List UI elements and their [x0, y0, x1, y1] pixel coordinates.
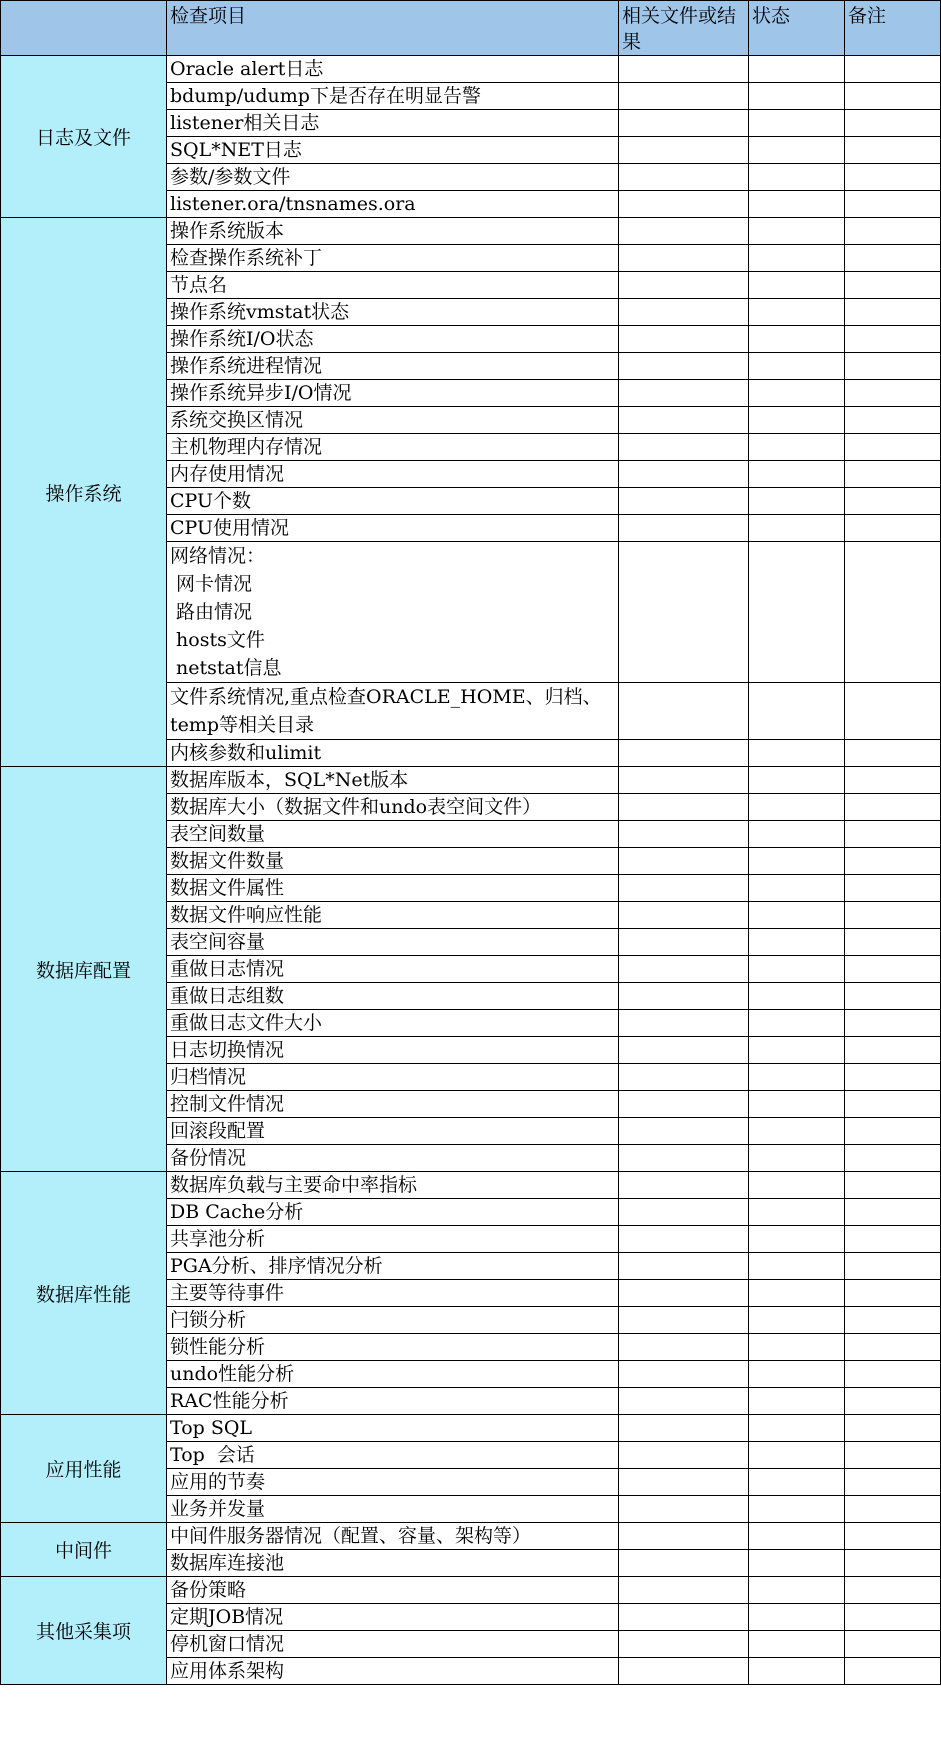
check-item-cell: 系统交换区情况	[167, 407, 619, 434]
category-cell: 操作系统	[1, 218, 167, 767]
state-cell[interactable]	[749, 1388, 845, 1415]
note-cell[interactable]	[845, 1253, 941, 1280]
file-result-cell[interactable]	[619, 56, 749, 83]
file-result-cell[interactable]	[619, 1658, 749, 1685]
note-cell[interactable]	[845, 434, 941, 461]
file-result-cell[interactable]	[619, 1253, 749, 1280]
note-cell[interactable]	[845, 1442, 941, 1469]
state-cell[interactable]	[749, 983, 845, 1010]
file-result-cell[interactable]	[619, 1091, 749, 1118]
file-result-cell[interactable]	[619, 1280, 749, 1307]
file-result-cell[interactable]	[619, 434, 749, 461]
file-result-cell[interactable]	[619, 1523, 749, 1550]
state-cell[interactable]	[749, 1037, 845, 1064]
note-cell[interactable]	[845, 245, 941, 272]
check-item-cell: 操作系统异步I/O情况	[167, 380, 619, 407]
state-cell[interactable]	[749, 1307, 845, 1334]
note-cell[interactable]	[845, 1280, 941, 1307]
state-cell[interactable]	[749, 1064, 845, 1091]
check-item-cell: listener相关日志	[167, 110, 619, 137]
check-item-cell: 数据库版本，SQL*Net版本	[167, 767, 619, 794]
check-item-cell: Top 会话	[167, 1442, 619, 1469]
note-cell[interactable]	[845, 1361, 941, 1388]
state-cell[interactable]	[749, 83, 845, 110]
check-item-cell: 共享池分析	[167, 1226, 619, 1253]
check-item-cell: 内核参数和ulimit	[167, 740, 619, 767]
state-cell[interactable]	[749, 929, 845, 956]
note-cell[interactable]	[845, 272, 941, 299]
note-cell[interactable]	[845, 380, 941, 407]
state-cell[interactable]	[749, 1280, 845, 1307]
file-result-cell[interactable]	[619, 515, 749, 542]
state-cell[interactable]	[749, 875, 845, 902]
file-result-cell[interactable]	[619, 1631, 749, 1658]
header-file: 相关文件或结果	[619, 1, 749, 56]
state-cell[interactable]	[749, 1253, 845, 1280]
file-result-cell[interactable]	[619, 683, 749, 740]
check-item-cell: 数据库大小（数据文件和undo表空间文件）	[167, 794, 619, 821]
table-body	[1, 56, 941, 1685]
check-item-cell: PGA分析、排序情况分析	[167, 1253, 619, 1280]
table-row	[1, 1523, 941, 1550]
state-cell[interactable]	[749, 1442, 845, 1469]
file-result-cell[interactable]	[619, 1172, 749, 1199]
check-item-cell: 操作系统版本	[167, 218, 619, 245]
check-item-cell: 重做日志文件大小	[167, 1010, 619, 1037]
file-result-cell[interactable]	[619, 1496, 749, 1523]
table-row	[1, 56, 941, 83]
check-item-cell: listener.ora/tnsnames.ora	[167, 191, 619, 218]
state-cell[interactable]	[749, 245, 845, 272]
check-item-cell: 操作系统进程情况	[167, 353, 619, 380]
state-cell[interactable]	[749, 1604, 845, 1631]
check-item-cell: 数据文件响应性能	[167, 902, 619, 929]
state-cell[interactable]	[749, 1361, 845, 1388]
check-item-cell: 重做日志组数	[167, 983, 619, 1010]
file-result-cell[interactable]	[619, 461, 749, 488]
file-result-cell[interactable]	[619, 1307, 749, 1334]
note-cell[interactable]	[845, 740, 941, 767]
note-cell[interactable]	[845, 1415, 941, 1442]
file-result-cell[interactable]	[619, 956, 749, 983]
state-cell[interactable]	[749, 542, 845, 683]
file-result-cell[interactable]	[619, 1388, 749, 1415]
file-result-cell[interactable]	[619, 1415, 749, 1442]
note-cell[interactable]	[845, 1496, 941, 1523]
header-row	[1, 1, 941, 56]
file-result-cell[interactable]	[619, 848, 749, 875]
state-cell[interactable]	[749, 767, 845, 794]
state-cell[interactable]	[749, 407, 845, 434]
check-item-cell: 数据文件属性	[167, 875, 619, 902]
file-result-cell[interactable]	[619, 929, 749, 956]
check-item-cell: 停机窗口情况	[167, 1631, 619, 1658]
table-row	[1, 1415, 941, 1442]
check-item-cell: DB Cache分析	[167, 1199, 619, 1226]
state-cell[interactable]	[749, 1577, 845, 1604]
check-item-cell: Top SQL	[167, 1415, 619, 1442]
note-cell[interactable]	[845, 929, 941, 956]
check-item-cell: 锁性能分析	[167, 1334, 619, 1361]
note-cell[interactable]	[845, 218, 941, 245]
note-cell[interactable]	[845, 1307, 941, 1334]
file-result-cell[interactable]	[619, 272, 749, 299]
state-cell[interactable]	[749, 821, 845, 848]
file-result-cell[interactable]	[619, 191, 749, 218]
note-cell[interactable]	[845, 353, 941, 380]
file-result-cell[interactable]	[619, 1226, 749, 1253]
check-item-cell: 备份策略	[167, 1577, 619, 1604]
check-item-cell: 重做日志情况	[167, 956, 619, 983]
file-result-cell[interactable]	[619, 821, 749, 848]
note-cell[interactable]	[845, 794, 941, 821]
check-item-cell: 数据库连接池	[167, 1550, 619, 1577]
file-result-cell[interactable]	[619, 353, 749, 380]
note-cell[interactable]	[845, 902, 941, 929]
file-result-cell[interactable]	[619, 137, 749, 164]
state-cell[interactable]	[749, 683, 845, 740]
file-result-cell[interactable]	[619, 299, 749, 326]
category-cell: 日志及文件	[1, 56, 167, 218]
state-cell[interactable]	[749, 902, 845, 929]
file-result-cell[interactable]	[619, 875, 749, 902]
file-result-cell[interactable]	[619, 110, 749, 137]
state-cell[interactable]	[749, 110, 845, 137]
note-cell[interactable]	[845, 1523, 941, 1550]
note-cell[interactable]	[845, 326, 941, 353]
state-cell[interactable]	[749, 272, 845, 299]
category-cell: 应用性能	[1, 1415, 167, 1523]
note-cell[interactable]	[845, 1010, 941, 1037]
check-item-cell: 数据库负载与主要命中率指标	[167, 1172, 619, 1199]
note-cell[interactable]	[845, 767, 941, 794]
file-result-cell[interactable]	[619, 767, 749, 794]
check-item-cell: 文件系统情况,重点检查ORACLE_HOME、归档、 temp等相关目录	[167, 683, 619, 740]
category-cell: 数据库配置	[1, 767, 167, 1172]
note-cell[interactable]	[845, 1118, 941, 1145]
file-result-cell[interactable]	[619, 407, 749, 434]
header-state: 状态	[749, 1, 845, 56]
note-cell[interactable]	[845, 515, 941, 542]
note-cell[interactable]	[845, 1145, 941, 1172]
state-cell[interactable]	[749, 956, 845, 983]
note-cell[interactable]	[845, 191, 941, 218]
file-result-cell[interactable]	[619, 1145, 749, 1172]
state-cell[interactable]	[749, 1010, 845, 1037]
check-item-cell: 归档情况	[167, 1064, 619, 1091]
state-cell[interactable]	[749, 515, 845, 542]
state-cell[interactable]	[749, 1334, 845, 1361]
note-cell[interactable]	[845, 1172, 941, 1199]
note-cell[interactable]	[845, 1658, 941, 1685]
check-item-cell: 操作系统vmstat状态	[167, 299, 619, 326]
file-result-cell[interactable]	[619, 1199, 749, 1226]
state-cell[interactable]	[749, 740, 845, 767]
state-cell[interactable]	[749, 1226, 845, 1253]
note-cell[interactable]	[845, 1550, 941, 1577]
note-cell[interactable]	[845, 164, 941, 191]
state-cell[interactable]	[749, 488, 845, 515]
note-cell[interactable]	[845, 461, 941, 488]
check-item-cell: 控制文件情况	[167, 1091, 619, 1118]
file-result-cell[interactable]	[619, 1442, 749, 1469]
note-cell[interactable]	[845, 83, 941, 110]
check-item-cell: SQL*NET日志	[167, 137, 619, 164]
file-result-cell[interactable]	[619, 1064, 749, 1091]
file-result-cell[interactable]	[619, 245, 749, 272]
check-item-cell: 表空间数量	[167, 821, 619, 848]
file-result-cell[interactable]	[619, 1010, 749, 1037]
check-item-cell: 中间件服务器情况（配置、容量、架构等）	[167, 1523, 619, 1550]
file-result-cell[interactable]	[619, 542, 749, 683]
note-cell[interactable]	[845, 821, 941, 848]
note-cell[interactable]	[845, 1388, 941, 1415]
check-item-cell: 检查操作系统补丁	[167, 245, 619, 272]
check-item-cell: 操作系统I/O状态	[167, 326, 619, 353]
table-row	[1, 1577, 941, 1604]
state-cell[interactable]	[749, 1172, 845, 1199]
note-cell[interactable]	[845, 56, 941, 83]
note-cell[interactable]	[845, 1091, 941, 1118]
file-result-cell[interactable]	[619, 1361, 749, 1388]
state-cell[interactable]	[749, 1199, 845, 1226]
state-cell[interactable]	[749, 380, 845, 407]
state-cell[interactable]	[749, 1658, 845, 1685]
check-item-cell: 应用体系架构	[167, 1658, 619, 1685]
file-result-cell[interactable]	[619, 1334, 749, 1361]
check-item-cell: 定期JOB情况	[167, 1604, 619, 1631]
state-cell[interactable]	[749, 137, 845, 164]
file-result-cell[interactable]	[619, 740, 749, 767]
check-item-cell: 业务并发量	[167, 1496, 619, 1523]
note-cell[interactable]	[845, 110, 941, 137]
state-cell[interactable]	[749, 1469, 845, 1496]
file-result-cell[interactable]	[619, 1118, 749, 1145]
state-cell[interactable]	[749, 1550, 845, 1577]
file-result-cell[interactable]	[619, 380, 749, 407]
check-item-cell: CPU个数	[167, 488, 619, 515]
note-cell[interactable]	[845, 1037, 941, 1064]
check-item-cell: 数据文件数量	[167, 848, 619, 875]
state-cell[interactable]	[749, 56, 845, 83]
table-row	[1, 218, 941, 245]
state-cell[interactable]	[749, 164, 845, 191]
state-cell[interactable]	[749, 1523, 845, 1550]
check-item-cell: 主要等待事件	[167, 1280, 619, 1307]
note-cell[interactable]	[845, 407, 941, 434]
check-item-cell: RAC性能分析	[167, 1388, 619, 1415]
category-cell: 中间件	[1, 1523, 167, 1577]
note-cell[interactable]	[845, 137, 941, 164]
check-item-cell: 内存使用情况	[167, 461, 619, 488]
check-item-cell: 闩锁分析	[167, 1307, 619, 1334]
table-row	[1, 767, 941, 794]
file-result-cell[interactable]	[619, 902, 749, 929]
state-cell[interactable]	[749, 326, 845, 353]
note-cell[interactable]	[845, 299, 941, 326]
note-cell[interactable]	[845, 956, 941, 983]
file-result-cell[interactable]	[619, 1604, 749, 1631]
check-item-cell: Oracle alert日志	[167, 56, 619, 83]
check-item-cell: 备份情况	[167, 1145, 619, 1172]
state-cell[interactable]	[749, 1118, 845, 1145]
state-cell[interactable]	[749, 299, 845, 326]
file-result-cell[interactable]	[619, 218, 749, 245]
note-cell[interactable]	[845, 1631, 941, 1658]
note-cell[interactable]	[845, 848, 941, 875]
note-cell[interactable]	[845, 1604, 941, 1631]
header-category	[1, 1, 167, 56]
state-cell[interactable]	[749, 191, 845, 218]
header-item: 检查项目	[167, 1, 619, 56]
note-cell[interactable]	[845, 983, 941, 1010]
note-cell[interactable]	[845, 1226, 941, 1253]
state-cell[interactable]	[749, 1415, 845, 1442]
state-cell[interactable]	[749, 848, 845, 875]
file-result-cell[interactable]	[619, 983, 749, 1010]
note-cell[interactable]	[845, 683, 941, 740]
file-result-cell[interactable]	[619, 1550, 749, 1577]
state-cell[interactable]	[749, 1496, 845, 1523]
note-cell[interactable]	[845, 1064, 941, 1091]
file-result-cell[interactable]	[619, 326, 749, 353]
category-cell: 其他采集项	[1, 1577, 167, 1685]
check-item-cell: 回滚段配置	[167, 1118, 619, 1145]
check-item-cell: bdump/udump下是否存在明显告警	[167, 83, 619, 110]
check-item-cell: 网络情况： 网卡情况 路由情况 hosts文件 netstat信息	[167, 542, 619, 683]
note-cell[interactable]	[845, 1199, 941, 1226]
note-cell[interactable]	[845, 1469, 941, 1496]
state-cell[interactable]	[749, 353, 845, 380]
note-cell[interactable]	[845, 1577, 941, 1604]
check-item-cell: 节点名	[167, 272, 619, 299]
state-cell[interactable]	[749, 434, 845, 461]
category-cell: 数据库性能	[1, 1172, 167, 1415]
file-result-cell[interactable]	[619, 164, 749, 191]
file-result-cell[interactable]	[619, 1469, 749, 1496]
file-result-cell[interactable]	[619, 1037, 749, 1064]
note-cell[interactable]	[845, 542, 941, 683]
check-item-cell: 参数/参数文件	[167, 164, 619, 191]
note-cell[interactable]	[845, 1334, 941, 1361]
check-item-cell: 主机物理内存情况	[167, 434, 619, 461]
file-result-cell[interactable]	[619, 1577, 749, 1604]
file-result-cell[interactable]	[619, 488, 749, 515]
state-cell[interactable]	[749, 1091, 845, 1118]
file-result-cell[interactable]	[619, 794, 749, 821]
note-cell[interactable]	[845, 488, 941, 515]
check-item-cell: 表空间容量	[167, 929, 619, 956]
state-cell[interactable]	[749, 461, 845, 488]
state-cell[interactable]	[749, 794, 845, 821]
state-cell[interactable]	[749, 1631, 845, 1658]
file-result-cell[interactable]	[619, 83, 749, 110]
header-note: 备注	[845, 1, 941, 56]
table-row	[1, 1172, 941, 1199]
check-item-cell: 日志切换情况	[167, 1037, 619, 1064]
check-item-cell: 应用的节奏	[167, 1469, 619, 1496]
note-cell[interactable]	[845, 875, 941, 902]
check-item-cell: undo性能分析	[167, 1361, 619, 1388]
check-item-cell: CPU使用情况	[167, 515, 619, 542]
state-cell[interactable]	[749, 218, 845, 245]
state-cell[interactable]	[749, 1145, 845, 1172]
